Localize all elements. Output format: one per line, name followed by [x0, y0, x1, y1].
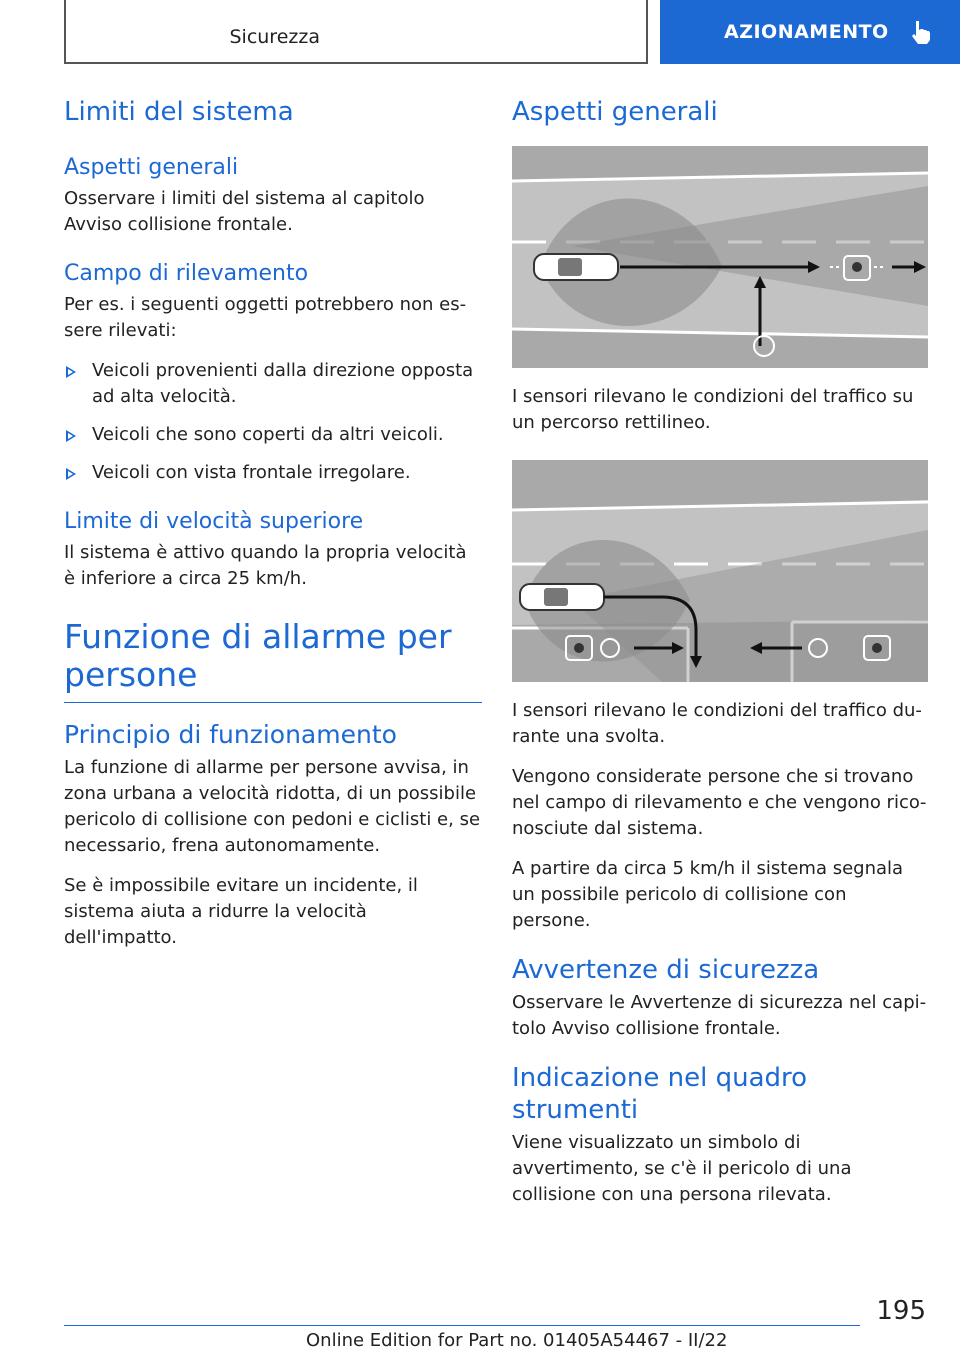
list-item-text: Veicoli provenienti dalla direzione opposta ad alta velocità. — [92, 360, 474, 407]
page-number: 195 — [876, 1296, 926, 1326]
paragraph-speed-threshold: A partire da circa 5 km/h il sistema segnala un possibile pericolo di collisione con persone. — [512, 858, 904, 931]
paragraph-speed: Il sistema è attivo quando la propria velocità è inferiore a circa 25 km/h. — [64, 542, 467, 589]
heading-detection-range: Campo di rilevamento — [64, 261, 309, 286]
figure-turning — [512, 460, 928, 682]
heading-general-aspects-right: Aspetti generali — [512, 97, 718, 127]
paragraph-principle-2: Se è impossibile evitare un incidente, il sistema aiuta a ridurre la velocità dell'impatto. — [64, 875, 418, 948]
paragraph-general: Osservare i limiti del sistema al capitolo Avviso collisione frontale. — [64, 188, 425, 235]
figure-straight-road — [512, 146, 928, 368]
heading-safety-notes: Avvertenze di sicurezza — [512, 955, 820, 985]
heading-instrument-cluster: Indicazione nel quadro strumenti — [512, 1063, 808, 1125]
section-divider — [64, 702, 482, 703]
list-item-text: Veicoli con vista frontale irregolare. — [92, 462, 411, 483]
footer-edition: Online Edition for Part no. 01405A54467 - II/22 — [306, 1330, 728, 1351]
heading-speed-limit: Limite di velocità superiore — [64, 509, 364, 534]
list-item — [64, 460, 482, 486]
chapter-tab-label: AZIONAMENTO — [724, 21, 889, 43]
right-column — [512, 96, 930, 1222]
figure-caption-turning: I sensori rilevano le condizioni del traffico durante una svolta. — [512, 700, 922, 747]
heading-person-warning: Funzione di allarme per persone — [64, 617, 452, 694]
paragraph-display: Viene visualizzato un simbolo di avvertimento, se c'è il pericolo di una collisione con una persona rilevata. — [512, 1132, 852, 1205]
heading-system-limits: Limiti del sistema — [64, 97, 294, 127]
hand-pointer-icon — [907, 18, 935, 46]
list-item — [64, 422, 482, 448]
heading-general-aspects: Aspetti generali — [64, 155, 239, 180]
triangle-bullet-icon — [66, 468, 76, 480]
paragraph-safety: Osservare le Avvertenze di sicurezza nel capitolo Avviso collisione frontale. — [512, 992, 927, 1039]
heading-operating-principle: Principio di funzionamento — [64, 720, 397, 749]
left-column — [64, 96, 482, 965]
paragraph-principle-1: La funzione di allarme per persone avvisa, in zona urbana a velocità ridotta, di un possibile pericolo di collisione con pedoni e ciclisti e, se necessario, frena autonomamente. — [64, 757, 481, 856]
triangle-bullet-icon — [66, 430, 76, 442]
list-item-text: Veicoli che sono coperti da altri veicoli. — [92, 424, 444, 445]
chapter-tab[interactable] — [660, 0, 960, 64]
list-item — [64, 358, 482, 410]
header-frame — [64, 0, 648, 64]
paragraph-detection: Per es. i seguenti oggetti potrebbero non essere rilevati: — [64, 294, 467, 341]
paragraph-persons: Vengono considerate persone che si trovano nel campo di rilevamento e che vengono riconosciute dal sistema. — [512, 766, 927, 839]
triangle-bullet-icon — [66, 366, 76, 378]
footer-divider — [64, 1325, 860, 1326]
section-title: Sicurezza — [229, 26, 320, 48]
figure-caption-straight: I sensori rilevano le condizioni del traffico su un percorso rettilineo. — [512, 386, 914, 433]
bullet-list — [64, 358, 482, 486]
